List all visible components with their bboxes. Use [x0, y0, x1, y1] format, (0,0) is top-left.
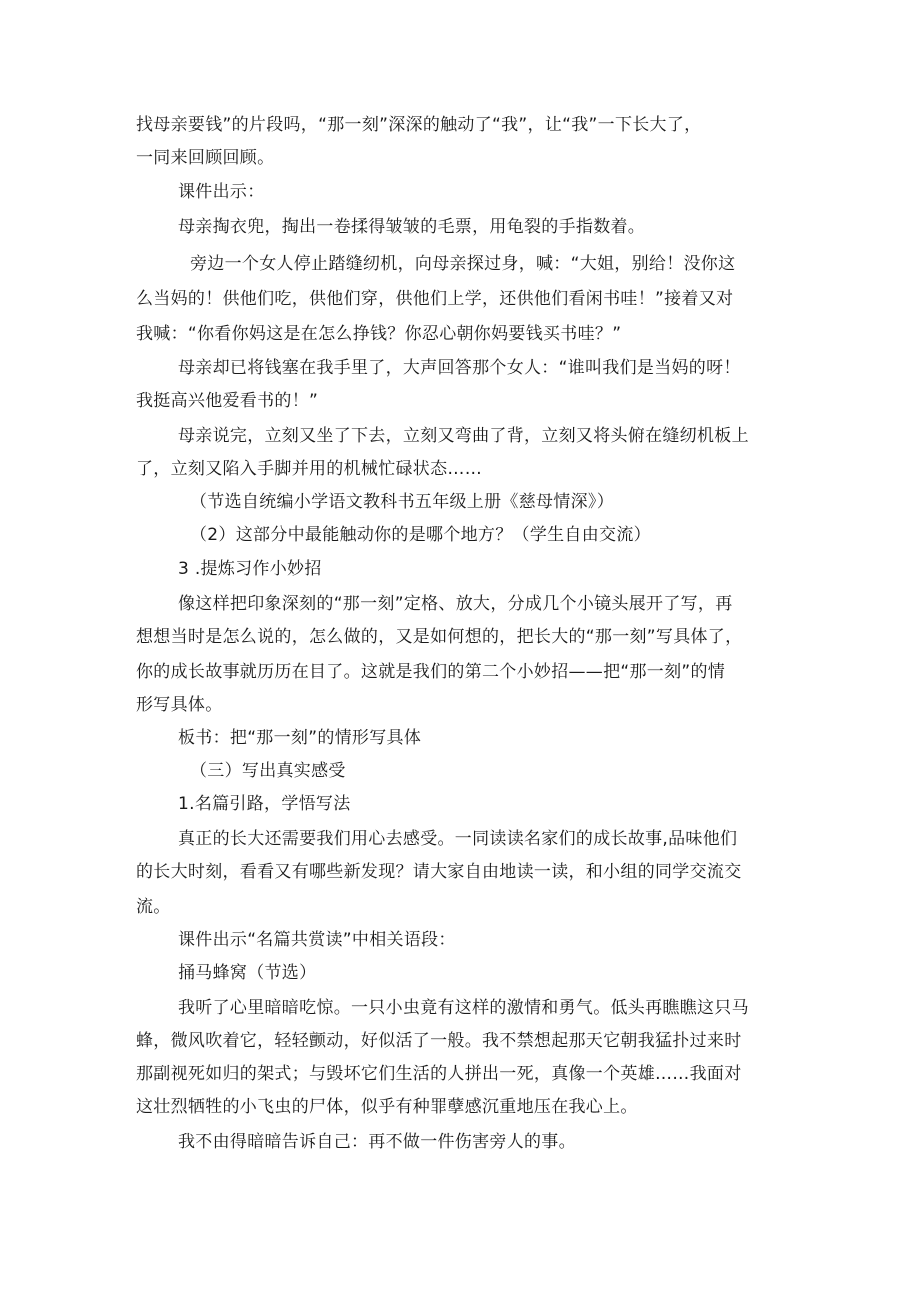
blackboard-note: 板书：把“那一刻”的情形写具体: [178, 728, 422, 748]
text-line: 形写具体。: [136, 695, 223, 715]
text-line: 课件出示：: [178, 182, 265, 202]
text-line: 课件出示“名篇共赏读”中相关语段：: [178, 930, 456, 950]
text-line: 找母亲要钱”的片段吗，“那一刻”深深的触动了“我”，让“我”一下长大了，: [136, 115, 702, 135]
text-line: 想想当时是怎么说的，怎么做的，又是如何想的，把长大的“那一刻”写具体了，: [136, 627, 743, 647]
text-line: 这壮烈牺牲的小飞虫的尸体，似乎有种罪孽感沉重地压在我心上。: [136, 1097, 638, 1117]
text-line: 旁边一个女人停止踏缝纫机，向母亲探过身，喊：“大姐，别给！没你这: [190, 254, 736, 274]
excerpt-title: 捅马蜂窝（节选）: [178, 963, 317, 983]
section-heading: （三）写出真实感受: [190, 761, 346, 781]
question-line: （2）这部分中最能触动你的是哪个地方？（学生自由交流）: [190, 525, 651, 545]
text-line: 一同来回顾回顾。: [136, 148, 275, 168]
text-line: 我不由得暗暗告诉自己：再不做一件伤害旁人的事。: [178, 1132, 576, 1152]
text-line: 么当妈的！供他们吃，供他们穿，供他们上学，还供他们看闲书哇！”接着又对: [136, 289, 734, 309]
text-line: 那副视死如归的架式；与毁坏它们生活的人拼出一死，真像一个英雄……我面对: [136, 1064, 742, 1084]
text-line: 的长大时刻，看看又有哪些新发现？请大家自由地读一读，和小组的同学交流交: [136, 862, 742, 882]
text-line: 我挺高兴他爱看书的！”: [136, 391, 319, 411]
text-line: 我喊：“你看你妈这是在怎么挣钱？你忍心朝你妈要钱买书哇？”: [136, 324, 622, 344]
text-line: 母亲说完，立刻又坐了下去，立刻又弯曲了背，立刻又将头俯在缝纫机板上: [178, 426, 749, 446]
text-line: 我听了心里暗暗吃惊。一只小虫竟有这样的激情和勇气。低头再瞧瞧这只马: [178, 998, 749, 1018]
text-line: 流。: [136, 897, 171, 917]
text-line: 母亲却已将钱塞在我手里了，大声回答那个女人：“谁叫我们是当妈的呀！: [178, 358, 741, 378]
source-citation: （节选自统编小学语文教科书五年级上册《慈母情深》）: [190, 492, 614, 512]
text-line: 像这样把印象深刻的“那一刻”定格、放大，分成几个小镜头展开了写，再: [178, 594, 733, 614]
text-line: 母亲掏衣兜，掏出一卷揉得皱皱的毛票，用龟裂的手指数着。: [178, 217, 646, 237]
text-line: 你的成长故事就历历在目了。这就是我们的第二个小妙招——把“那一刻”的情: [136, 662, 726, 682]
text-line: 真正的长大还需要我们用心去感受。一同读读名家们的成长故事,品味他们: [178, 829, 738, 849]
section-heading: 3 .提炼习作小妙招: [178, 559, 322, 579]
text-line: 蜂，微风吹着它，轻轻颤动，好似活了一般。我不禁想起那天它朝我猛扑过来时: [136, 1031, 742, 1051]
text-line: 了，立刻又陷入手脚并用的机械忙碌状态……: [136, 459, 482, 479]
subsection-heading: 1.名篇引路，学悟写法: [178, 794, 351, 814]
